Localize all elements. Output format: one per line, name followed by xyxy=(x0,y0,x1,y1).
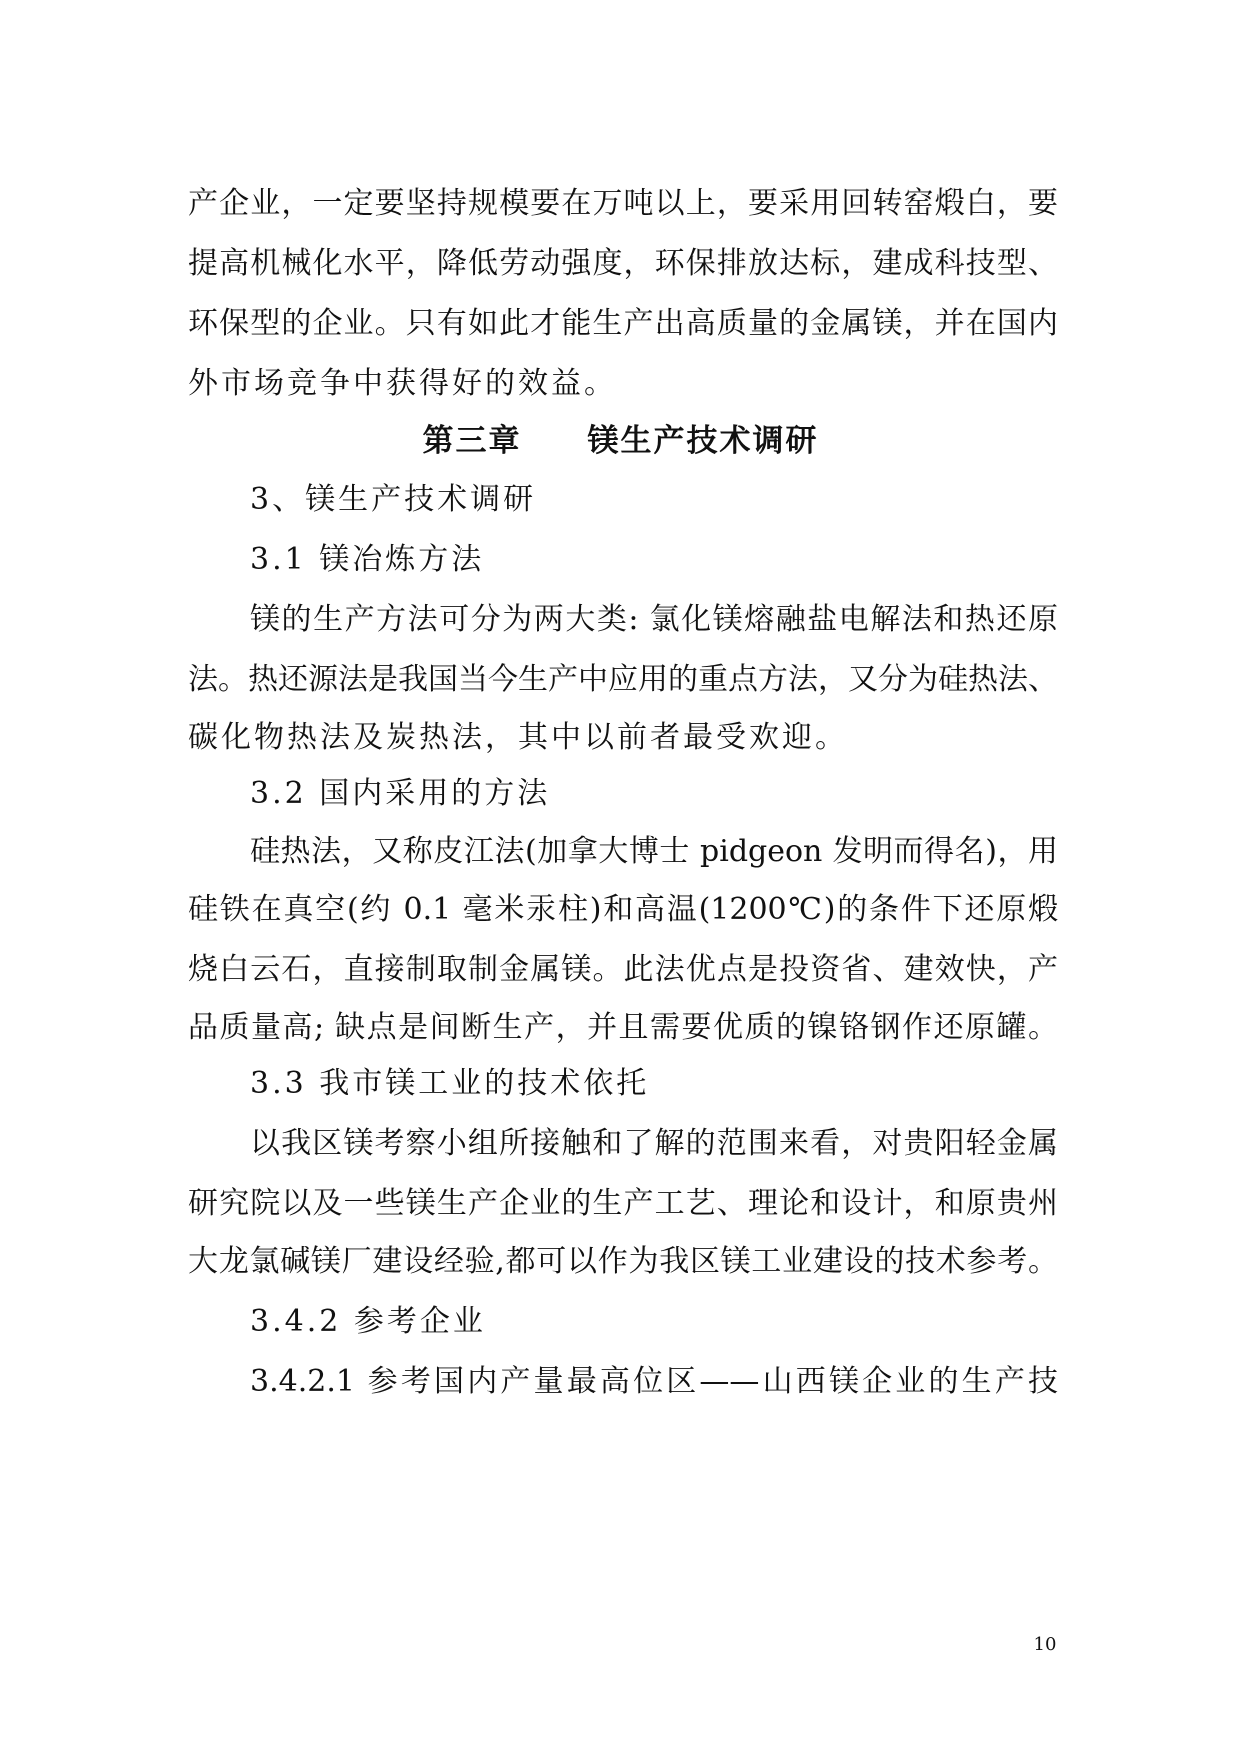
paragraph-line: 碳化物热法及炭热法，其中以前者最受欢迎。 xyxy=(188,720,848,755)
chapter-heading: 第三章 镁生产技术调研 xyxy=(422,423,819,459)
paragraph-line: 镁的生产方法可分为两大类: 氯化镁熔融盐电解法和热还原 xyxy=(250,602,1058,637)
paragraph-line: 硅热法，又称皮江法(加拿大博士 pidgeon 发明而得名)，用 xyxy=(250,834,1058,869)
section-heading: 3.2 国内采用的方法 xyxy=(250,776,551,811)
paragraph-line: 烧白云石，直接制取制金属镁。此法优点是投资省、建效快，产 xyxy=(188,952,1058,987)
paragraph-line: 硅铁在真空(约 0.1 毫米汞柱)和高温(1200℃)的条件下还原煅 xyxy=(188,892,1058,927)
paragraph-line: 以我区镁考察小组所接触和了解的范围来看，对贵阳轻金属 xyxy=(250,1126,1058,1161)
section-heading: 3.4.2.1 参考国内产量最高位区——山西镁企业的生产技 xyxy=(250,1364,1058,1399)
paragraph-line: 产企业，一定要坚持规模要在万吨以上，要采用回转窑煅白，要 xyxy=(188,186,1058,221)
page-number: 10 xyxy=(1033,1634,1057,1655)
section-heading: 3.4.2 参考企业 xyxy=(250,1304,486,1339)
paragraph-line: 研究院以及一些镁生产企业的生产工艺、理论和设计，和原贵州 xyxy=(188,1186,1058,1221)
paragraph-line: 品质量高; 缺点是间断生产，并且需要优质的镍铬钢作还原罐。 xyxy=(188,1010,1058,1045)
section-heading: 3、镁生产技术调研 xyxy=(250,482,537,517)
section-heading: 3.1 镁冶炼方法 xyxy=(250,542,485,577)
section-heading: 3.3 我市镁工业的技术依托 xyxy=(250,1066,650,1101)
paragraph-line: 法。热还源法是我国当今生产中应用的重点方法，又分为硅热法、 xyxy=(188,662,1058,697)
paragraph-line: 外市场竞争中获得好的效益。 xyxy=(188,366,617,401)
paragraph-line: 环保型的企业。只有如此才能生产出高质量的金属镁，并在国内 xyxy=(188,306,1058,341)
paragraph-line: 提高机械化水平，降低劳动强度，环保排放达标，建成科技型、 xyxy=(188,246,1058,281)
paragraph-line: 大龙氯碱镁厂建设经验,都可以作为我区镁工业建设的技术参考。 xyxy=(188,1244,1058,1279)
